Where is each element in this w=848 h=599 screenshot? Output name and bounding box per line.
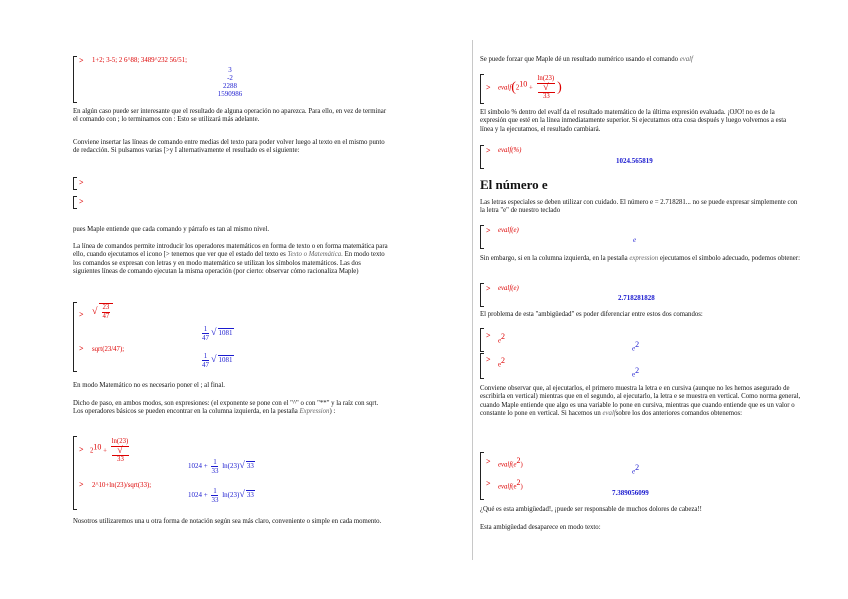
section-heading: El número e	[480, 177, 548, 192]
exponent: 2	[635, 463, 640, 472]
paragraph-text: En modo Matemático no es necesario poner el ; al final.	[73, 382, 225, 389]
exec-group-bracket[interactable]	[73, 302, 77, 372]
command-output: 1024.565819	[616, 157, 653, 165]
exponent: 10	[93, 442, 102, 452]
paragraph-text: Sin embargo, si en la columna izquierda, en la pestaña	[480, 255, 628, 262]
exec-group-bracket[interactable]	[480, 353, 484, 379]
command-prompt[interactable]: >	[486, 457, 491, 466]
base: e	[513, 461, 517, 469]
paragraph	[73, 243, 388, 277]
command-prompt[interactable]: >	[79, 344, 84, 353]
command-prompt[interactable]: >	[79, 178, 84, 187]
numerator: 1	[213, 487, 217, 495]
numerator: 23	[102, 304, 110, 311]
command-text: evalf(e)	[498, 285, 519, 292]
exec-group-bracket[interactable]	[480, 328, 484, 352]
output-text: 1024 +	[188, 491, 208, 500]
command-prompt[interactable]: >	[486, 83, 491, 92]
exec-group-bracket[interactable]	[480, 225, 484, 249]
command-prompt[interactable]: >	[486, 355, 491, 364]
paragraph-italic: Expression	[299, 408, 330, 416]
numerator: 1	[203, 325, 208, 333]
command-output	[632, 464, 639, 475]
exec-group-bracket[interactable]	[480, 283, 484, 307]
output-text: ln(23)	[222, 491, 240, 500]
command-input-math[interactable]	[92, 303, 113, 321]
exec-group-bracket[interactable]	[73, 196, 77, 209]
command-prompt[interactable]: >	[486, 146, 491, 155]
exec-group-bracket[interactable]	[73, 177, 77, 190]
paragraph-text: Se puede forzar que Maple dé un resultado numérico usando el comando	[480, 56, 678, 63]
output-line: 2288	[223, 82, 237, 90]
command-input[interactable]: sqrt(23/47);	[92, 346, 125, 353]
paragraph-text: ejecutamos el símbolo adecuado, podemos obtener:	[659, 255, 800, 262]
base: e	[498, 337, 502, 345]
command-prompt[interactable]: >	[486, 226, 491, 235]
command-prompt[interactable]: >	[486, 284, 491, 293]
command-prompt[interactable]: >	[79, 480, 84, 489]
paragraph-text: ¿Qué es esta ambigüedad!, ¡puede ser responsable de muchos dolores de cabeza!!	[480, 506, 702, 513]
command-output: 7.389056099	[612, 489, 649, 497]
output-line: 1590986	[217, 90, 243, 98]
command-prompt[interactable]: >	[486, 479, 491, 488]
numerator: 1	[203, 352, 208, 360]
command-input[interactable]	[498, 333, 505, 345]
command-input[interactable]	[498, 227, 519, 235]
paragraph-text: Esta ambigüedad desaparece en modo texto:	[480, 524, 601, 531]
command-input[interactable]	[498, 147, 521, 155]
radical-sign: √	[92, 306, 98, 318]
paragraph-text: sobre los dos anteriores comandos obtenemos:	[615, 410, 743, 418]
exponent: 2	[501, 332, 506, 341]
paragraph-text: ) :	[329, 408, 336, 416]
paragraph	[73, 382, 388, 390]
command-prompt[interactable]: >	[79, 445, 84, 454]
paragraph-text: La línea de comandos permite introducir los operadores matemáticos en forma de texto o en forma matemática para ello, cuando ejecutamos el icono [> tenemos que ver que el estado del texto es	[73, 243, 388, 259]
paragraph	[480, 109, 800, 134]
denominator: 47	[202, 334, 209, 342]
paragraph-italic: evalf	[602, 410, 616, 418]
paragraph-text: Conviene insertar las líneas de comando entre medias del texto para poder volver luego al texto en el mismo punto de redacción. Si pulsamos varias [>y I alternativamente el resultado es el siguiente:	[73, 139, 385, 155]
paragraph	[480, 255, 800, 263]
denominator: 47	[202, 361, 209, 369]
paragraph-italic: expression	[629, 255, 659, 262]
command-output: 2.718281828	[618, 294, 655, 302]
command-output: 1024 + $\frac{1}{33}$ ln(23)√ 33	[188, 487, 254, 504]
radicand: 33	[246, 462, 254, 471]
command-prompt[interactable]: >	[79, 197, 84, 206]
paragraph-text: En algún caso puede ser interesante que el resultado de alguna operación no aparezca. Para ello, en vez de terminar el comando con ; lo terminamos con : Esto se utilizará más adelante.	[73, 108, 387, 124]
command-input-math[interactable]: evalf(210 + ln(23) √ 33 )	[498, 75, 562, 100]
exec-group-bracket[interactable]	[73, 436, 77, 510]
paragraph	[73, 226, 388, 234]
command-input[interactable]	[498, 285, 519, 293]
command-input-math[interactable]: 210 + ln(23) √ 33	[90, 438, 129, 463]
function-name: evalf	[498, 84, 512, 92]
paragraph-text: Las letras especiales se deben utilizar con cuidado. El número e = 2.718281... no se puede expresar simplemente con la letra "e" de nuestro teclado	[480, 199, 798, 215]
output-line: 3	[228, 66, 232, 74]
exponent: 2	[501, 356, 506, 365]
paragraph-text: El símbolo % dentro del evalf da el resultado matemático de la última expresión evaluada. ¡OJO! no es de la expresión que esté en la línea inmediatamente superior. Si ejecutamos otra cosa después y luego volvemos a esta línea y la ejecutamos, el resultado cambiará.	[480, 109, 787, 133]
numerator: ln(23)	[537, 75, 555, 82]
paragraph	[480, 506, 800, 514]
function-name: evalf	[498, 483, 512, 491]
exponent: 2	[516, 478, 521, 487]
exec-group-bracket[interactable]	[480, 145, 484, 169]
command-output: e	[633, 236, 637, 244]
radicand: 33	[112, 455, 130, 464]
denominator: 33	[211, 496, 219, 504]
command-prompt[interactable]: >	[79, 56, 84, 65]
paragraph-text: En modo texto los comandos se expresan con letras y en modo matemático se utilizan los símbolos matemáticos. Las dos siguientes líneas de comando ejecutan la misma operación (por cierto: observar cómo racionaliza Maple)	[73, 251, 385, 276]
command-output: $\frac{1}{47}$ √ 1081	[202, 325, 233, 342]
output-line: -2	[227, 74, 233, 82]
exponent: 2	[635, 340, 640, 349]
exponent: 2	[516, 456, 521, 465]
command-input[interactable]	[498, 357, 505, 369]
command-output	[632, 341, 639, 352]
exec-group-bracket[interactable]	[480, 74, 484, 104]
exec-group-bracket[interactable]	[480, 452, 484, 500]
command-input[interactable]: evalf(e2)	[498, 456, 523, 469]
output-text: ln(23)	[222, 462, 240, 471]
paragraph-italic: Texto o Matemática.	[287, 251, 343, 259]
numerator: 1	[213, 458, 217, 466]
base: e	[632, 467, 636, 476]
paragraph	[73, 518, 388, 526]
radicand: 33	[538, 92, 556, 101]
command-prompt[interactable]: >	[79, 310, 84, 319]
paragraph-text: pues Maple entiende que cada comando y párrafo es tan al mismo nivel.	[73, 226, 270, 233]
paragraph-text: Dicho de paso, en ambos modos, son expresiones: (el exponente se pone con el "^" o con "**" y la raíz con sqrt. Los operadores básicos se pueden encontrar en la columna izquierda, en la pestaña	[73, 400, 379, 416]
exponent: 2	[635, 366, 640, 375]
denominator: 47	[102, 313, 110, 320]
paragraph	[480, 199, 800, 216]
numerator: ln(23)	[111, 438, 129, 445]
paragraph	[73, 400, 388, 417]
command-output	[632, 367, 639, 378]
paragraph	[73, 108, 388, 125]
command-output: 1024 + $\frac{1}{33}$ ln(23)√ 33	[188, 458, 254, 475]
radicand: 33	[246, 491, 254, 500]
command-text: evalf(e)	[498, 227, 519, 234]
paragraph-text: Conviene observar que, al ejecutarlos, el primero muestra la letra e en cursiva (aunque no les hemos asegurado de escribirla en vertical) mientras que en el segundo, al ejecutarlo, la letra e se muestra en vertical. Como norma general, cuando Maple entiende que algo es una variable lo pone en cursiva, mientras que cuando entiende que es un valor o constante lo pone en vertical. Si hacemos un	[480, 385, 801, 418]
paragraph-text: Nosotros utilizaremos una u otra forma de notación según sea más claro, conveniente o simple en cada momento.	[73, 518, 382, 525]
paragraph	[480, 311, 800, 319]
paragraph-italic: evalf	[679, 56, 693, 63]
paragraph	[480, 385, 802, 419]
exponent: 10	[519, 79, 528, 89]
command-prompt[interactable]: >	[486, 331, 491, 340]
denominator: 33	[211, 467, 219, 475]
base: e	[632, 370, 636, 379]
paragraph	[480, 524, 800, 532]
paragraph-text: El problema de esta "ambigüedad" es poder diferenciar entre estos dos comandos:	[480, 311, 703, 318]
right-page	[424, 0, 848, 599]
command-input[interactable]: 2^10+ln(23)/sqrt(33);	[92, 482, 152, 489]
command-output	[200, 66, 260, 98]
paragraph	[73, 139, 388, 156]
paragraph	[480, 56, 800, 64]
function-name: evalf	[498, 461, 512, 469]
command-input[interactable]: 1+2; 3-5; 2 6^88; 3489^232 56/51;	[92, 57, 187, 64]
base: 2	[90, 447, 94, 455]
base: e	[513, 483, 517, 491]
command-text: evalf(%)	[498, 147, 522, 154]
command-input[interactable]: evalf(e2)	[498, 478, 523, 491]
output-text: 1024 +	[188, 462, 208, 471]
command-output: $\frac{1}{47}$ √ 1081	[202, 352, 233, 369]
base: e	[632, 344, 636, 353]
exec-group-bracket[interactable]	[73, 56, 77, 103]
base: e	[498, 361, 502, 369]
radicand: 1081	[218, 329, 233, 338]
base: 2	[515, 84, 520, 92]
radicand: 1081	[218, 356, 233, 365]
